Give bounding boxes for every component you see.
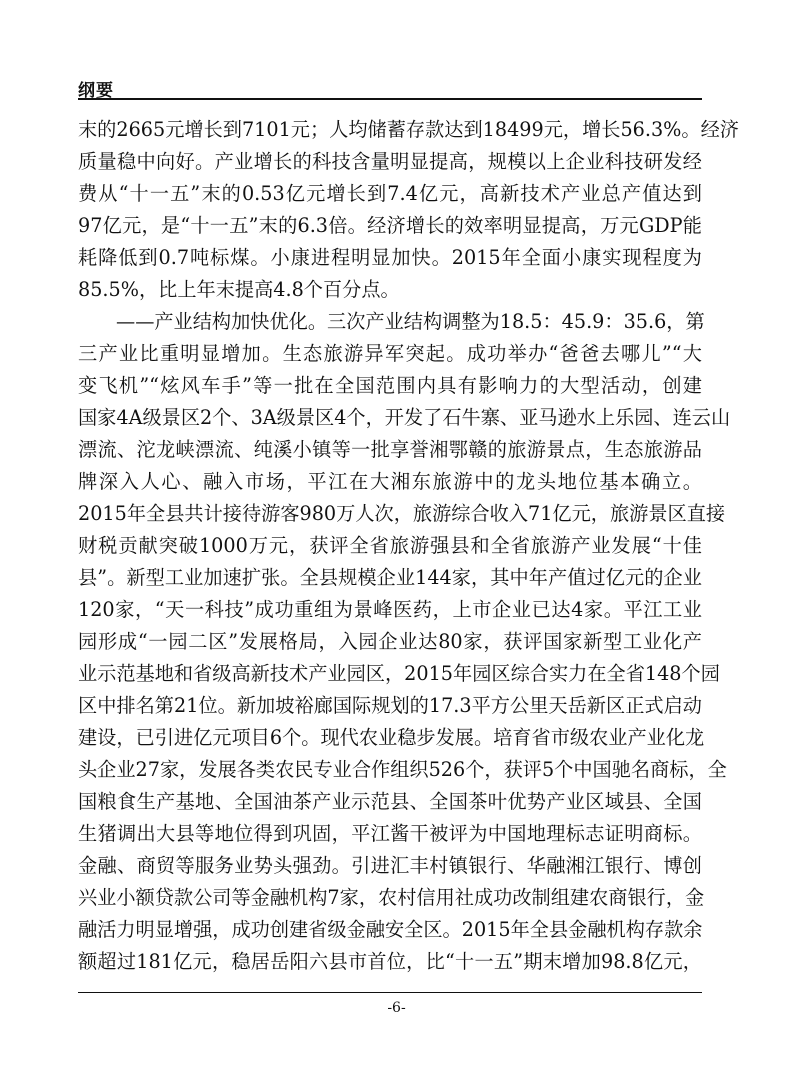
text-line: 县”。新型工业加速扩张。全县规模企业144家，其中年产值过亿元的企业 [78,566,702,589]
running-header-title: 纲要 [78,81,114,101]
text-line: 业示范基地和省级高新技术产业园区，2015年园区综合实力在全省148个园 [78,662,720,685]
footer-divider [78,992,702,993]
text-line: 85.5%，比上年末提高4.8个百分点。 [78,278,400,301]
text-line: 末的2665元增长到7101元；人均储蓄存款达到18499元，增长56.3%。经济 [78,118,739,141]
page-number: -6- [387,1000,406,1016]
body-text [78,114,739,978]
text-line: 园形成“一园二区”发展格局，入园企业达80家，获评国家新型工业化产 [78,630,702,653]
text-line: 额超过181亿元，稳居岳阳六县市首位，比“十一五”期末增加98.8亿元， [78,950,702,973]
text-line: 费从“十一五”末的0.53亿元增长到7.4亿元，高新技术产业总产值达到 [78,182,702,205]
text-line: 融活力明显增强，成功创建省级金融安全区。2015年全县金融机构存款余 [78,918,703,941]
text-line: 国粮食生产基地、全国油茶产业示范县、全国茶叶优势产业区域县、全国 [78,790,702,813]
text-line: 漂流、沱龙峡漂流、纯溪小镇等一批享誉湘鄂赣的旅游景点，生态旅游品 [78,438,702,461]
text-line: 质量稳中向好。产业增长的科技含量明显提高，规模以上企业科技研发经 [78,150,702,173]
text-line: 97亿元，是“十一五”末的6.3倍。经济增长的效率明显提高，万元GDP能 [78,214,702,237]
text-line: 生猪调出大县等地位得到巩固，平江酱干被评为中国地理标志证明商标。 [78,822,702,845]
header-divider [78,98,702,100]
text-line: 2015年全县共计接待游客980万人次，旅游综合收入71亿元，旅游景区直接 [78,502,726,525]
text-line: 耗降低到0.7吨标煤。小康进程明显加快。2015年全面小康实现程度为 [78,246,702,269]
text-line: 牌深入人心、融入市场，平江在大湘东旅游中的龙头地位基本确立。 [78,470,702,493]
text-line: 国家4A级景区2个、3A级景区4个，开发了石牛寨、亚马逊水上乐园、连云山 [78,406,731,429]
text-line: 头企业27家，发展各类农民专业合作组织526个，获评5个中国驰名商标，全 [78,758,727,781]
text-line: 财税贡献突破1000万元，获评全省旅游强县和全省旅游产业发展“十佳 [78,534,702,557]
text-line: 金融、商贸等服务业势头强劲。引进汇丰村镇银行、华融湘江银行、博创 [78,854,702,877]
paragraph-start-line: ——产业结构加快优化。三次产业结构调整为18.5：45.9：35.6，第 [116,310,705,333]
text-line: 120家，“天一科技”成功重组为景峰医药，上市企业已达4家。平江工业 [78,598,702,621]
text-line: 建设，已引进亿元项目6个。现代农业稳步发展。培育省市级农业产业化龙 [78,726,705,749]
text-line: 三产业比重明显增加。生态旅游异军突起。成功举办“爸爸去哪儿”“大 [78,342,702,365]
text-line: 兴业小额贷款公司等金融机构7家，农村信用社成功改制组建农商银行，金 [78,886,705,909]
text-line: 变飞机”“炫风车手”等一批在全国范围内具有影响力的大型活动，创建 [78,374,702,397]
text-line: 区中排名第21位。新加坡裕廊国际规划的17.3平方公里天岳新区正式启动 [78,694,702,717]
